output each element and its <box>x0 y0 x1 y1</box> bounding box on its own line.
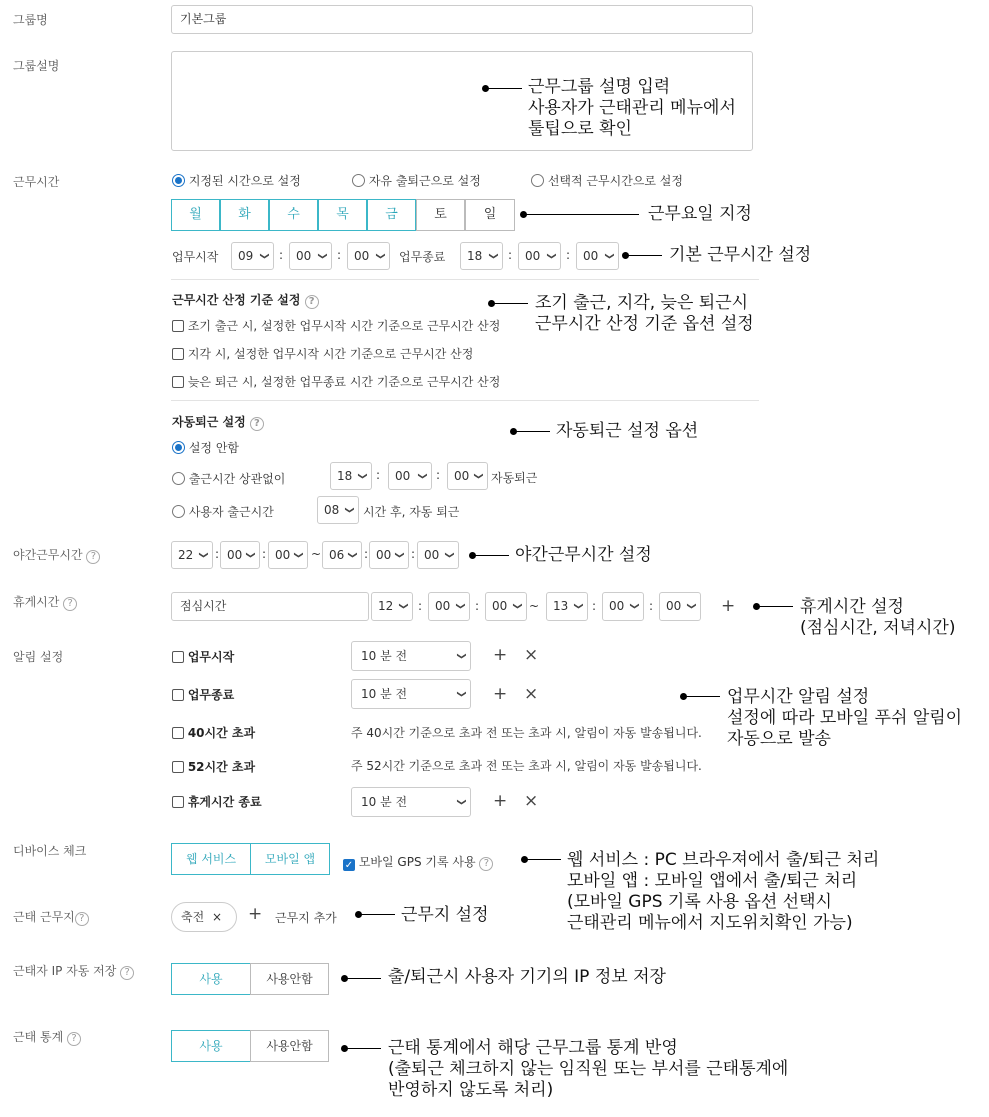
auto-leave-after[interactable]: 사용자 출근시간 <box>172 503 274 520</box>
alert-work-start-select[interactable]: 10 분 전 ❯ <box>351 641 471 671</box>
colon: : <box>649 599 654 613</box>
label-group-name: 그룹명 <box>13 13 48 27</box>
annotation-break: 휴게시간 설정 (점심시간, 저녁시간) <box>800 597 956 638</box>
work-end-hour-select[interactable]: 18 ❯ <box>460 242 503 270</box>
radio-icon <box>172 441 185 454</box>
chevron-down-icon: ❯ <box>573 602 584 610</box>
annotation-line <box>524 214 639 215</box>
chevron-down-icon: ❯ <box>456 652 467 660</box>
add-icon[interactable]: + <box>493 791 508 811</box>
close-icon[interactable]: × <box>212 910 223 924</box>
close-icon[interactable]: × <box>524 645 539 665</box>
day-fri[interactable]: 금 <box>367 199 416 231</box>
chevron-down-icon: ❯ <box>473 472 484 480</box>
chevron-down-icon: ❯ <box>456 690 467 698</box>
divider <box>171 400 759 401</box>
colon: : <box>592 599 597 613</box>
work-start-min-select[interactable]: 00 ❯ <box>289 242 332 270</box>
alert-break-end-select[interactable]: 10 분 전 ❯ <box>351 787 471 817</box>
label-night-time: 야간근무시간 ? <box>13 546 100 564</box>
break-end-sec-select[interactable]: 00 ❯ <box>659 592 701 621</box>
break-end-hour-select[interactable]: 13 ❯ <box>546 592 588 621</box>
chevron-down-icon: ❯ <box>317 252 328 260</box>
chevron-down-icon: ❯ <box>512 602 523 610</box>
help-icon[interactable]: ? <box>250 417 264 431</box>
work-start-label: 업무시작 <box>172 250 219 264</box>
label-site: 근태 근무지 ? <box>13 908 89 926</box>
label-group-desc: 그룹설명 <box>13 59 60 73</box>
colon: : <box>364 547 369 561</box>
checkbox-icon <box>172 651 184 663</box>
help-icon[interactable]: ? <box>67 1032 81 1046</box>
annotation-line <box>345 1048 381 1049</box>
colon: : <box>279 248 284 262</box>
help-icon[interactable]: ? <box>86 550 100 564</box>
colon: : <box>508 248 513 262</box>
annotation-days: 근무요일 지정 <box>648 204 752 224</box>
checkbox-icon <box>172 761 184 773</box>
device-mobile-button[interactable]: 모바일 앱 <box>250 843 330 875</box>
work-end-label: 업무종료 <box>399 250 446 264</box>
annotation-site: 근무지 설정 <box>401 905 489 925</box>
chevron-down-icon: ❯ <box>444 551 455 559</box>
add-icon[interactable]: + <box>248 904 263 924</box>
work-end-min-select[interactable]: 00 ❯ <box>518 242 561 270</box>
alert-40h-desc: 주 40시간 기준으로 초과 전 또는 초과 시, 알림이 자동 발송됩니다. <box>351 726 702 740</box>
annotation-line <box>486 88 522 89</box>
chevron-down-icon: ❯ <box>293 551 304 559</box>
gps-option[interactable]: ✓ 모바일 GPS 기록 사용 ? <box>343 853 493 871</box>
help-icon[interactable]: ? <box>120 966 134 980</box>
label-break-time: 휴게시간 ? <box>13 593 77 611</box>
checkbox-icon <box>172 376 184 388</box>
alert-work-end-select[interactable]: 10 분 전 ❯ <box>351 679 471 709</box>
annotation-line <box>345 978 381 979</box>
add-break-icon[interactable]: + <box>721 596 736 616</box>
radio-icon <box>172 472 185 485</box>
break-start-hour-select[interactable]: 12 ❯ <box>371 592 413 621</box>
chevron-down-icon: ❯ <box>546 252 557 260</box>
auto-leave-none[interactable]: 설정 안함 <box>172 439 239 456</box>
work-start-hour-select[interactable]: 09 ❯ <box>231 242 274 270</box>
annotation-hours: 기본 근무시간 설정 <box>669 245 812 265</box>
checkbox-icon <box>172 727 184 739</box>
work-mode-option-flex[interactable]: 선택적 근무시간으로 설정 <box>531 172 683 189</box>
break-end-min-select[interactable]: 00 ❯ <box>602 592 644 621</box>
checkbox-checked-icon: ✓ <box>344 860 354 871</box>
break-start-sec-select[interactable]: 00 ❯ <box>485 592 527 621</box>
day-thu[interactable]: 목 <box>318 199 367 231</box>
annotation-alert: 업무시간 알림 설정 설정에 따라 모바일 푸쉬 알림이 자동으로 발송 <box>727 687 963 749</box>
auto-leave-after-hours-select[interactable]: 08 ❯ <box>317 496 359 524</box>
day-sat[interactable]: 토 <box>416 199 465 231</box>
alert-row-break-end[interactable]: 휴게시간 종료 <box>172 793 262 810</box>
colon: : <box>215 547 220 561</box>
close-icon[interactable]: × <box>524 791 539 811</box>
auto-leave-after-suffix: 시간 후, 자동 퇴근 <box>363 505 460 519</box>
label-device: 디바이스 체크 <box>13 844 87 858</box>
auto-leave-hour-select[interactable]: 18 ❯ <box>330 462 372 490</box>
annotation-desc: 근무그룹 설명 입력 사용자가 근태관리 메뉴에서 툴팁으로 확인 <box>528 77 736 139</box>
annotation-auto: 자동퇴근 설정 옵션 <box>556 421 699 441</box>
colon: : <box>411 547 416 561</box>
day-tue[interactable]: 화 <box>220 199 269 231</box>
colon: : <box>337 248 342 262</box>
chevron-down-icon: ❯ <box>347 551 358 559</box>
auto-leave-sec-select[interactable]: 00 ❯ <box>447 462 488 490</box>
add-icon[interactable]: + <box>493 684 508 704</box>
device-web-button[interactable]: 웹 서비스 <box>171 843 251 875</box>
radio-icon <box>172 174 185 187</box>
work-end-sec-select[interactable]: 00 ❯ <box>576 242 619 270</box>
label-stats: 근태 통계 ? <box>13 1028 81 1046</box>
label-alert: 알림 설정 <box>13 650 64 664</box>
night-end-hour-select[interactable]: 06 ❯ <box>322 541 362 569</box>
label-work-time: 근무시간 <box>13 175 60 189</box>
add-icon[interactable]: + <box>493 645 508 665</box>
colon: : <box>566 248 571 262</box>
alert-row-work-end[interactable]: 업무종료 <box>172 686 234 703</box>
night-start-hour-select[interactable]: 22 ❯ <box>171 541 213 569</box>
checkbox-icon <box>172 320 184 332</box>
colon: : <box>376 468 381 482</box>
site-add-link[interactable]: 근무지 추가 <box>275 911 337 925</box>
break-start-min-select[interactable]: 00 ❯ <box>428 592 470 621</box>
group-name-input[interactable]: 기본그룹 <box>171 5 753 34</box>
annotation-line <box>525 859 561 860</box>
chevron-down-icon: ❯ <box>456 798 467 806</box>
chevron-down-icon: ❯ <box>259 252 270 260</box>
annotation-stats: 근태 통계에서 해당 근무그룹 통계 반영 (출퇴근 체크하지 않는 임직원 또는 부서를 근태통계에 반영하지 않도록 처리) <box>388 1038 789 1100</box>
chevron-down-icon: ❯ <box>344 506 355 514</box>
chevron-down-icon: ❯ <box>375 252 386 260</box>
alert-52h-desc: 주 52시간 기준으로 초과 전 또는 초과 시, 알림이 자동 발송됩니다. <box>351 759 702 773</box>
work-mode-option-fixed[interactable]: 지정된 시간으로 설정 <box>172 172 301 189</box>
work-start-sec-select[interactable]: 00 ❯ <box>347 242 390 270</box>
annotation-device: 웹 서비스 : PC 브라우져에서 출/퇴근 처리 모바일 앱 : 모바일 앱에서 출/퇴근 처리 (모바일 GPS 기록 사용 옵션 선택시 근태관리 메뉴에서 지도위치확인 가능) <box>567 850 880 933</box>
chevron-down-icon: ❯ <box>629 602 640 610</box>
break-name-input[interactable]: 점심시간 <box>171 592 369 621</box>
chevron-down-icon: ❯ <box>394 551 405 559</box>
night-end-min-select[interactable]: 00 ❯ <box>369 541 409 569</box>
night-start-sec-select[interactable]: 00 ❯ <box>268 541 308 569</box>
chevron-down-icon: ❯ <box>604 252 615 260</box>
night-end-sec-select[interactable]: 00 ❯ <box>417 541 459 569</box>
annotation-ip: 출/퇴근시 사용자 기기의 IP 정보 저장 <box>388 967 666 987</box>
colon: : <box>418 599 423 613</box>
day-selector <box>171 199 515 231</box>
auto-leave-title: 자동퇴근 설정 ? <box>172 413 264 431</box>
chevron-down-icon: ❯ <box>357 472 368 480</box>
help-icon[interactable]: ? <box>75 912 89 926</box>
alert-row-work-start[interactable]: 업무시작 <box>172 648 234 665</box>
annotation-line <box>514 431 550 432</box>
colon: : <box>262 547 267 561</box>
chevron-down-icon: ❯ <box>455 602 466 610</box>
site-tag: 축전 × <box>171 902 237 932</box>
annotation-night: 야간근무시간 설정 <box>515 545 652 565</box>
divider <box>171 279 759 280</box>
colon: : <box>436 468 441 482</box>
calc-option-late[interactable]: 지각 시, 설정한 업무시작 시간 기준으로 근무시간 산정 <box>172 345 473 362</box>
day-sun[interactable]: 일 <box>465 199 515 231</box>
auto-leave-fixed[interactable]: 출근시간 상관없이 <box>172 470 285 487</box>
checkbox-icon <box>172 348 184 360</box>
radio-icon <box>531 174 544 187</box>
day-wed[interactable]: 수 <box>269 199 318 231</box>
help-icon[interactable]: ? <box>63 597 77 611</box>
chevron-down-icon: ❯ <box>488 252 499 260</box>
tilde: ~ <box>529 599 540 613</box>
calc-title: 근무시간 산정 기준 설정 ? <box>172 291 319 309</box>
annotation-calc: 조기 출근, 지각, 늦은 퇴근시 근무시간 산정 기준 옵션 설정 <box>535 293 754 334</box>
help-icon[interactable]: ? <box>479 857 493 871</box>
label-ip-save: 근태자 IP 자동 저장 ? <box>13 962 134 980</box>
calc-option-early[interactable]: 조기 출근 시, 설정한 업무시작 시간 기준으로 근무시간 산정 <box>172 317 500 334</box>
chevron-down-icon: ❯ <box>417 472 428 480</box>
annotation-line <box>684 696 720 697</box>
annotation-line <box>473 555 509 556</box>
annotation-line <box>359 914 395 915</box>
night-start-min-select[interactable]: 00 ❯ <box>220 541 260 569</box>
stats-off-button[interactable]: 사용안함 <box>250 1030 329 1062</box>
checkbox-icon <box>172 689 184 701</box>
auto-leave-min-select[interactable]: 00 ❯ <box>388 462 432 490</box>
alert-row-40h[interactable]: 40시간 초과 <box>172 724 255 741</box>
colon: : <box>475 599 480 613</box>
tilde: ~ <box>311 547 322 561</box>
chevron-down-icon: ❯ <box>245 551 256 559</box>
ip-save-on-button[interactable]: 사용 <box>171 963 251 995</box>
radio-icon <box>172 505 185 518</box>
annotation-line <box>626 255 662 256</box>
checkbox-icon <box>172 796 184 808</box>
day-mon[interactable]: 월 <box>171 199 220 231</box>
auto-leave-fixed-suffix: 자동퇴근 <box>491 471 538 485</box>
stats-on-button[interactable]: 사용 <box>171 1030 251 1062</box>
close-icon[interactable]: × <box>524 684 539 704</box>
work-mode-option-free[interactable]: 자유 출퇴근으로 설정 <box>352 172 481 189</box>
help-icon[interactable]: ? <box>305 295 319 309</box>
ip-save-off-button[interactable]: 사용안함 <box>250 963 329 995</box>
chevron-down-icon: ❯ <box>398 602 409 610</box>
calc-option-overtime[interactable]: 늦은 퇴근 시, 설정한 업무종료 시간 기준으로 근무시간 산정 <box>172 373 500 390</box>
radio-icon <box>352 174 365 187</box>
chevron-down-icon: ❯ <box>198 551 209 559</box>
alert-row-52h[interactable]: 52시간 초과 <box>172 758 255 775</box>
annotation-line <box>757 606 793 607</box>
annotation-line <box>492 303 528 304</box>
chevron-down-icon: ❯ <box>686 602 697 610</box>
